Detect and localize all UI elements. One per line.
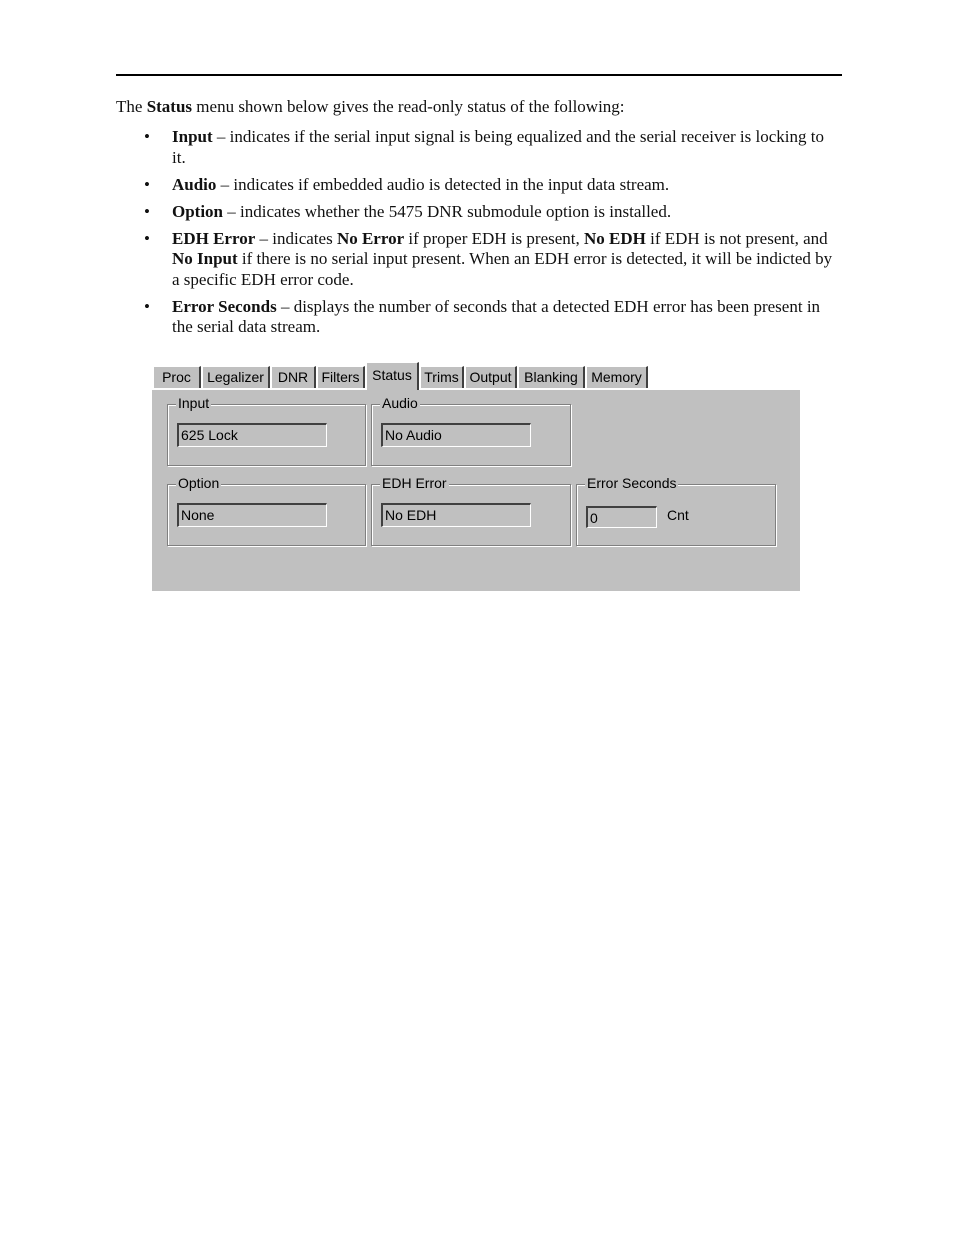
status-dialog bbox=[152, 362, 800, 591]
bullet-input: • Input – indicates if the serial input signal is being equalized and the serial receiver is locking to it. bbox=[144, 127, 824, 167]
tab-blanking[interactable]: Blanking bbox=[518, 366, 585, 388]
error-seconds-group bbox=[576, 475, 776, 546]
bullet-audio: • Audio – indicates if embedded audio is detected in the input data stream. bbox=[144, 174, 670, 194]
input-status-field: 625 Lock bbox=[177, 423, 327, 447]
tab-memory[interactable]: Memory bbox=[586, 366, 648, 388]
error-seconds-field: 0 bbox=[586, 506, 657, 528]
tab-trims[interactable]: Trims bbox=[420, 366, 464, 388]
status-panel bbox=[152, 389, 800, 591]
bullet-edh-error: • EDH Error – indicates No Error if proper EDH is present, No EDH if EDH is not present, and No Input if there is no serial input present. When an EDH error is detected, it will be indicted by a specific EDH error code. bbox=[144, 228, 833, 289]
intro-paragraph: The Status menu shown below gives the read-only status of the following: bbox=[116, 97, 625, 116]
option-label: Option bbox=[178, 475, 220, 491]
edh-error-status-field: No EDH bbox=[381, 503, 531, 527]
input-group bbox=[167, 395, 366, 466]
bullet-option: • Option – indicates whether the 5475 DNR submodule option is installed. bbox=[144, 201, 672, 221]
tab-dnr[interactable]: DNR bbox=[271, 366, 316, 388]
tab-output[interactable]: Output bbox=[465, 366, 517, 388]
tab-filters[interactable]: Filters bbox=[317, 366, 365, 388]
option-group bbox=[167, 475, 366, 546]
status-bullet-list bbox=[144, 127, 834, 344]
audio-label: Audio bbox=[382, 395, 418, 411]
tab-legalizer[interactable]: Legalizer bbox=[202, 366, 270, 388]
audio-group bbox=[371, 395, 571, 466]
bullet-error-seconds: • Error Seconds – displays the number of seconds that a detected EDH error has been present in the serial data stream. bbox=[144, 296, 821, 336]
audio-status-field: No Audio bbox=[381, 423, 531, 447]
header-rule bbox=[116, 74, 842, 76]
tab-status[interactable]: Status bbox=[366, 362, 419, 390]
tab-proc[interactable]: Proc bbox=[153, 366, 201, 388]
tab-strip bbox=[152, 362, 800, 389]
edh-error-group bbox=[371, 475, 571, 546]
error-seconds-unit: Cnt bbox=[667, 507, 689, 523]
input-label: Input bbox=[178, 395, 210, 411]
error-seconds-label: Error Seconds bbox=[587, 475, 677, 491]
edh-error-label: EDH Error bbox=[382, 475, 447, 491]
option-status-field: None bbox=[177, 503, 327, 527]
